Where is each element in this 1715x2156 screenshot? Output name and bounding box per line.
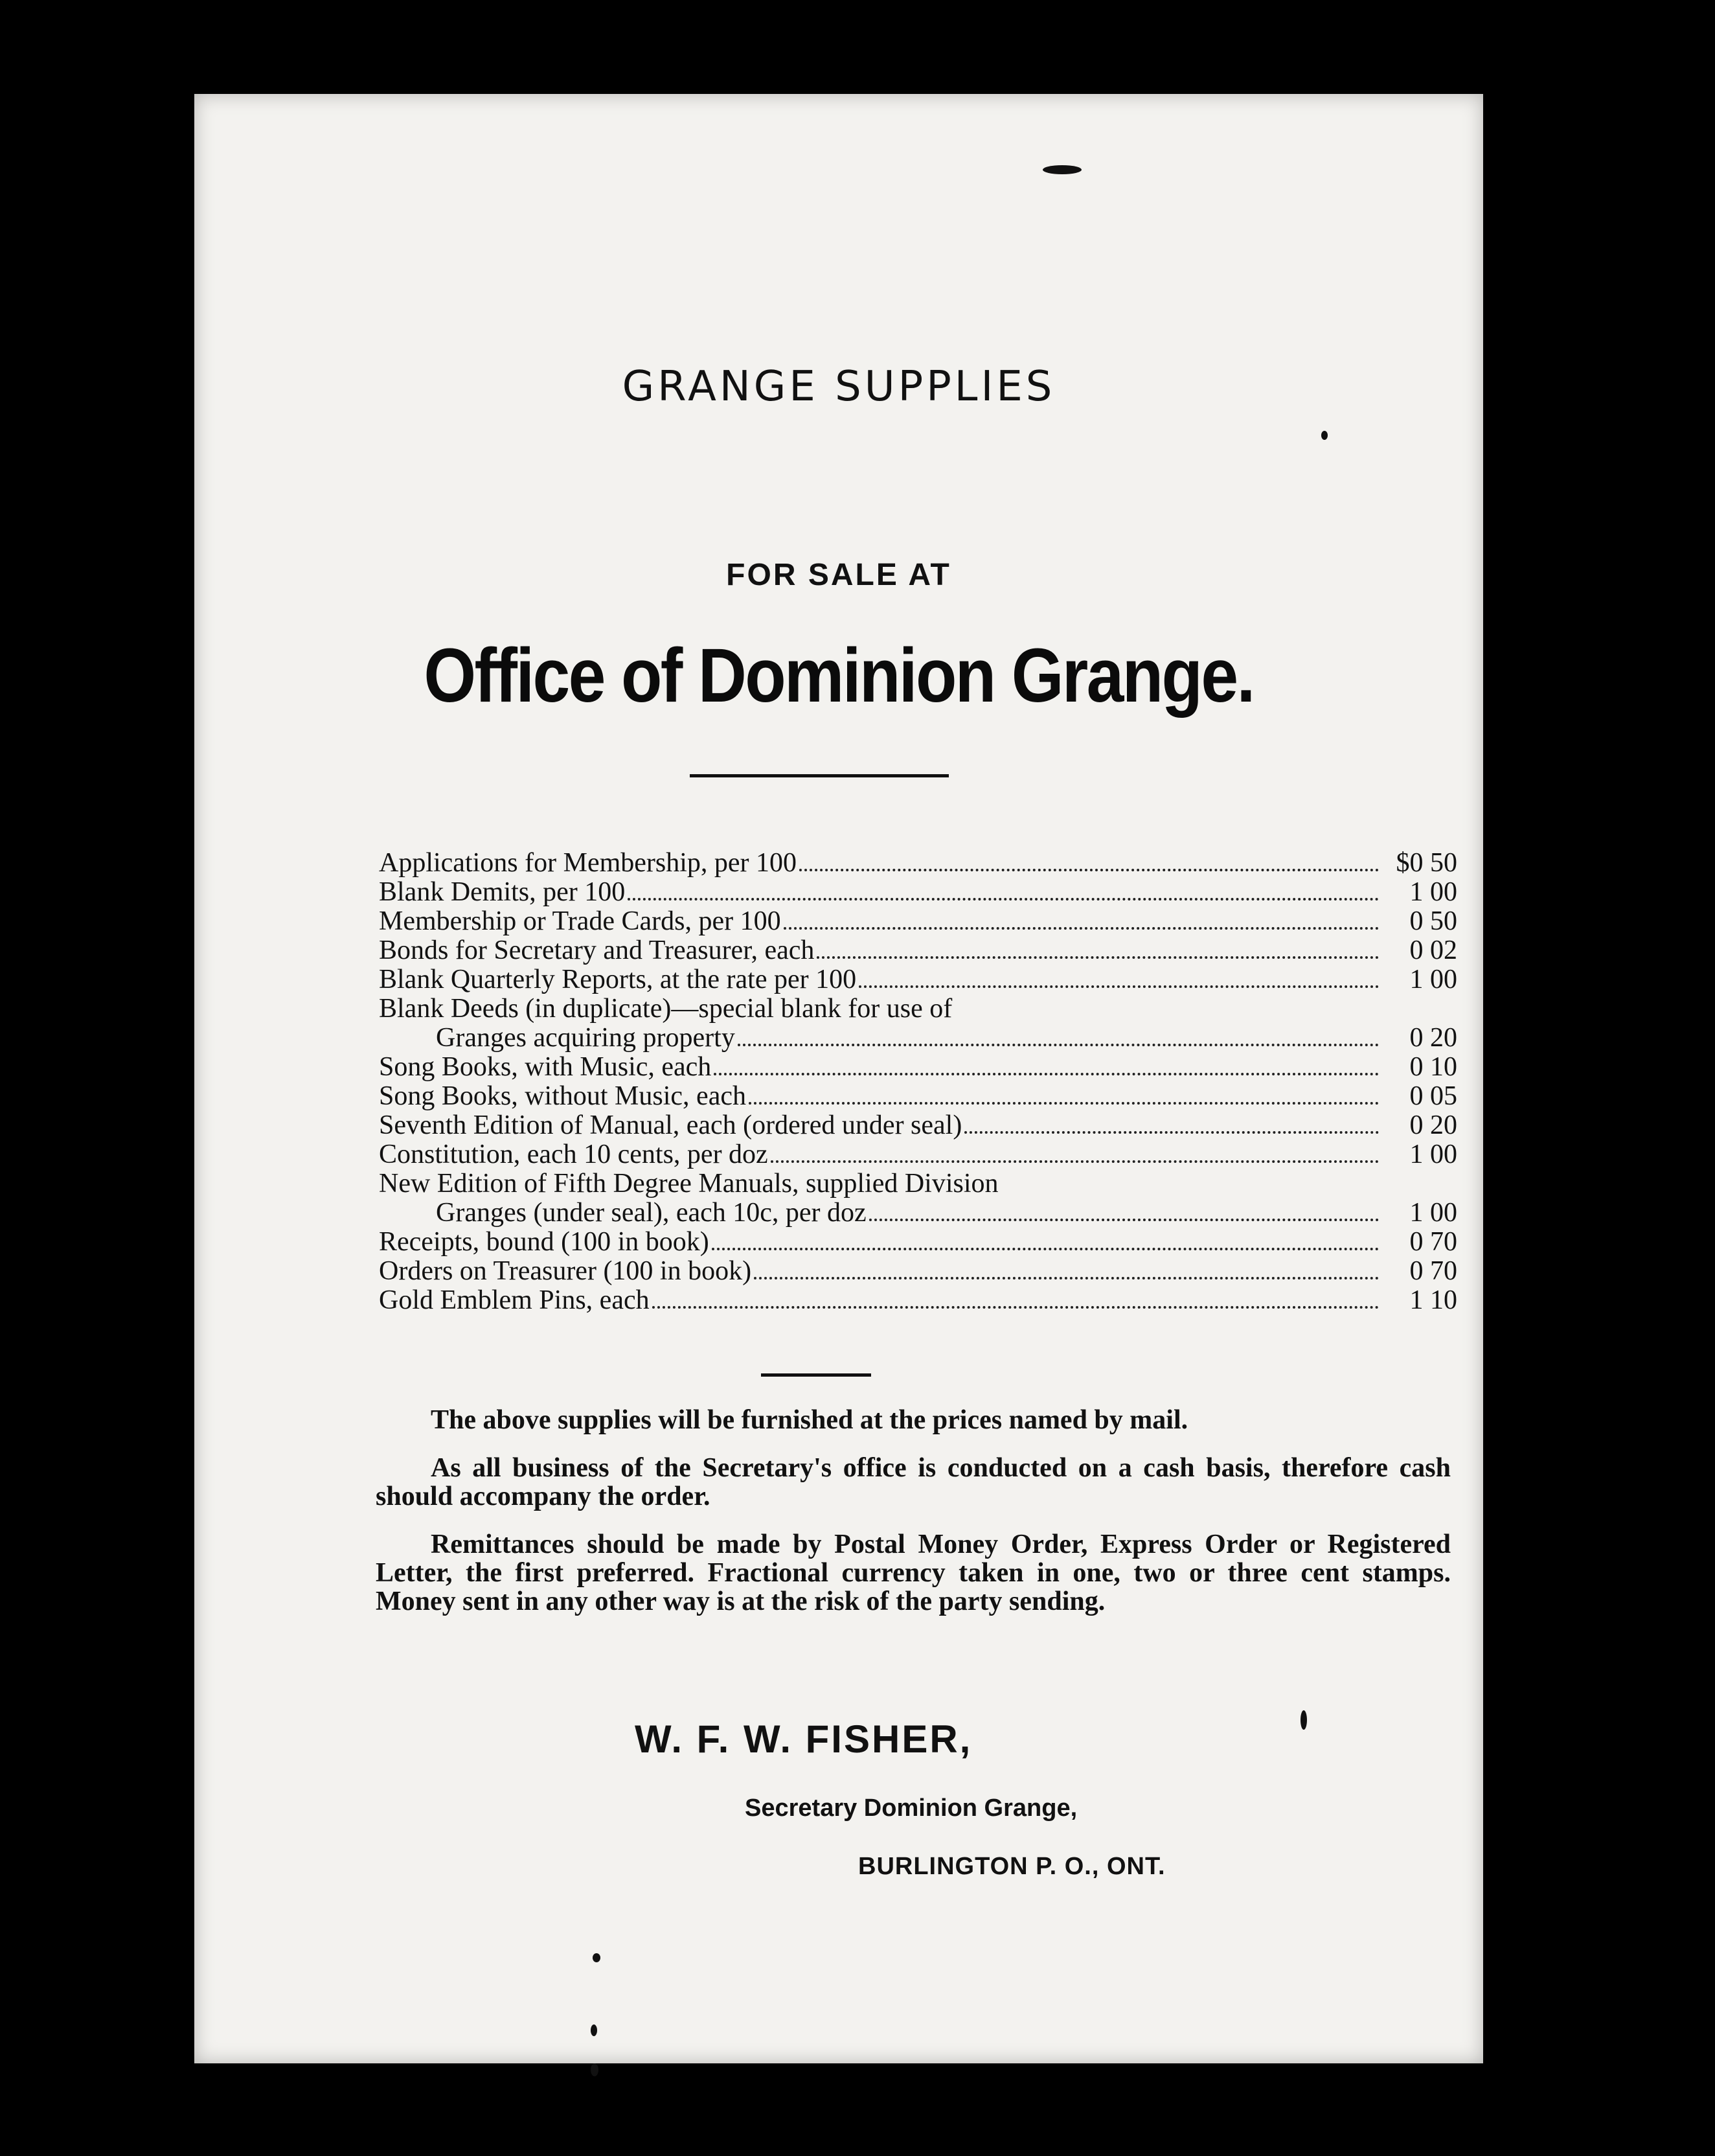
dot-leader bbox=[771, 1160, 1379, 1163]
item-price: $0 50 bbox=[1396, 848, 1457, 878]
price-row bbox=[379, 994, 1457, 1024]
item-price: 0 05 bbox=[1409, 1081, 1457, 1111]
price-row bbox=[379, 1198, 1457, 1228]
divider-bottom bbox=[761, 1373, 871, 1377]
price-row bbox=[379, 1286, 1457, 1315]
item-label: Constitution, each 10 cents, per doz bbox=[379, 1140, 768, 1169]
dot-leader bbox=[749, 1101, 1379, 1105]
signature-title: Secretary Dominion Grange, bbox=[745, 1795, 1078, 1822]
price-row bbox=[379, 907, 1457, 936]
item-label: Blank Deeds (in duplicate)—special blank for use of bbox=[379, 994, 953, 1024]
note-paragraph: As all business of the Secretary's office is conducted on a cash basis, therefore cash should accompany the order. bbox=[376, 1453, 1451, 1511]
document-page bbox=[194, 94, 1483, 2063]
item-price: 1 10 bbox=[1409, 1285, 1457, 1315]
item-price: 1 00 bbox=[1409, 1140, 1457, 1169]
header-office-title: Office of Dominion Grange. bbox=[424, 633, 1254, 718]
scan-speck bbox=[1300, 1710, 1307, 1730]
price-row bbox=[379, 1140, 1457, 1169]
price-row bbox=[379, 878, 1457, 907]
price-row bbox=[379, 1024, 1457, 1053]
price-row bbox=[379, 1228, 1457, 1257]
item-price: 0 02 bbox=[1409, 935, 1457, 965]
item-label: Orders on Treasurer (100 in book) bbox=[379, 1256, 752, 1286]
item-label: Applications for Membership, per 100 bbox=[379, 848, 797, 878]
price-row bbox=[379, 1257, 1457, 1286]
price-row bbox=[379, 1053, 1457, 1082]
price-row bbox=[379, 1082, 1457, 1111]
dot-leader bbox=[859, 985, 1379, 988]
item-label: Granges (under seal), each 10c, per doz bbox=[436, 1198, 867, 1228]
item-label: Membership or Trade Cards, per 100 bbox=[379, 906, 781, 936]
scan-speck bbox=[593, 1953, 600, 1962]
item-label: Song Books, without Music, each bbox=[379, 1081, 746, 1111]
item-label: New Edition of Fifth Degree Manuals, supplied Division bbox=[379, 1169, 999, 1198]
item-price: 0 20 bbox=[1409, 1110, 1457, 1140]
signature-name: W. F. W. FISHER, bbox=[635, 1717, 973, 1761]
dot-leader bbox=[714, 1072, 1379, 1075]
scan-speck bbox=[591, 2024, 597, 2036]
price-list bbox=[379, 849, 1457, 1315]
scan-speck bbox=[1321, 431, 1328, 440]
item-label: Seventh Edition of Manual, each (ordered under seal) bbox=[379, 1110, 962, 1140]
item-label: Gold Emblem Pins, each bbox=[379, 1285, 650, 1315]
header-for-sale-at: FOR SALE AT bbox=[726, 558, 951, 592]
item-label: Receipts, bound (100 in book) bbox=[379, 1227, 709, 1257]
item-label: Bonds for Secretary and Treasurer, each bbox=[379, 935, 815, 965]
item-label: Granges acquiring property bbox=[436, 1023, 735, 1053]
page-edge-shadow bbox=[1619, 224, 1677, 2141]
scan-speck bbox=[1043, 165, 1082, 174]
item-price: 0 50 bbox=[1409, 906, 1457, 936]
item-price: 0 20 bbox=[1409, 1023, 1457, 1053]
dot-leader bbox=[738, 1043, 1379, 1046]
signature-address: BURLINGTON P. O., ONT. bbox=[858, 1853, 1166, 1880]
dot-leader bbox=[754, 1276, 1379, 1279]
header-grange-supplies: GRANGE SUPPLIES bbox=[622, 363, 1056, 411]
item-price: 0 70 bbox=[1409, 1227, 1457, 1257]
scan-speck bbox=[591, 2063, 598, 2076]
dot-leader bbox=[964, 1130, 1379, 1134]
divider-top bbox=[690, 774, 949, 777]
item-label: Blank Quarterly Reports, at the rate per 100 bbox=[379, 965, 857, 994]
dot-leader bbox=[712, 1247, 1379, 1250]
dot-leader bbox=[628, 897, 1379, 900]
dot-leader bbox=[817, 956, 1379, 959]
dot-leader bbox=[784, 926, 1379, 930]
price-row bbox=[379, 1111, 1457, 1140]
item-price: 1 00 bbox=[1409, 1198, 1457, 1228]
item-price: 0 10 bbox=[1409, 1052, 1457, 1082]
dot-leader bbox=[799, 868, 1379, 871]
dot-leader bbox=[869, 1218, 1379, 1221]
price-row bbox=[379, 965, 1457, 994]
item-price: 1 00 bbox=[1409, 965, 1457, 994]
notes-section bbox=[376, 1406, 1451, 1635]
item-price: 1 00 bbox=[1409, 877, 1457, 907]
price-row bbox=[379, 849, 1457, 878]
price-row bbox=[379, 1169, 1457, 1198]
price-row bbox=[379, 936, 1457, 965]
item-price: 0 70 bbox=[1409, 1256, 1457, 1286]
note-paragraph: Remittances should be made by Postal Money Order, Express Order or Registered Letter, the first preferred. Fractional currency taken in one, two or three cent stamps. Money sent in any other way is at the risk of the party sending. bbox=[376, 1530, 1451, 1616]
note-paragraph: The above supplies will be furnished at the prices named by mail. bbox=[431, 1405, 1188, 1435]
item-label: Blank Demits, per 100 bbox=[379, 877, 626, 907]
item-label: Song Books, with Music, each bbox=[379, 1052, 712, 1082]
dot-leader bbox=[652, 1305, 1379, 1309]
